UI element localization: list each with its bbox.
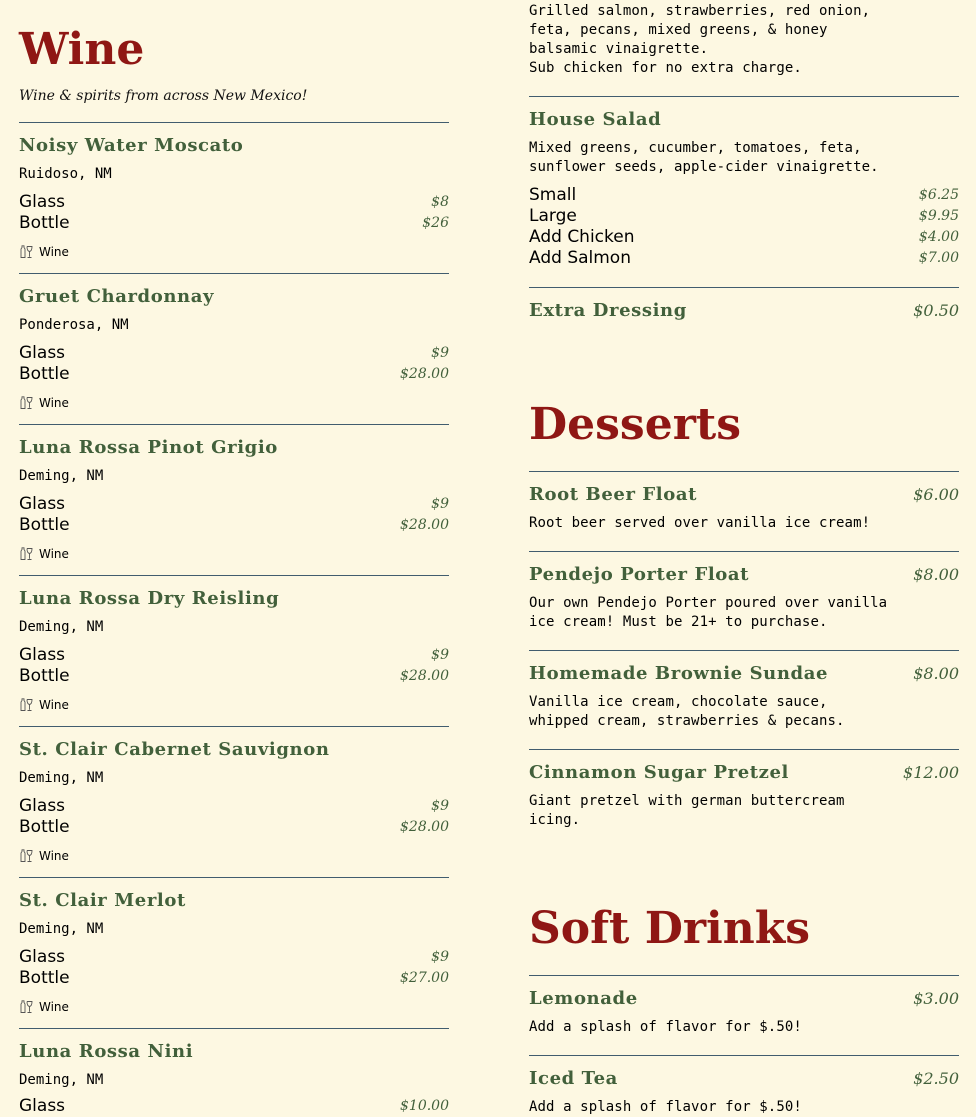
divider (529, 471, 959, 472)
item-price: $2.50 (913, 1069, 959, 1088)
item-name: Homemade Brownie Sundae (529, 663, 829, 684)
option-row (529, 206, 959, 227)
item-name: Luna Rossa Nini (19, 1041, 194, 1062)
tag-label: Wine (39, 245, 69, 259)
item-origin: Deming, NM (19, 1072, 104, 1088)
item-name: Luna Rossa Dry Reisling (19, 588, 280, 609)
option-label: Bottle (19, 213, 70, 233)
option-price: $6.25 (918, 187, 959, 203)
item-name: Gruet Chardonnay (19, 286, 215, 307)
item-origin: Deming, NM (19, 468, 104, 484)
option-label: Glass (19, 947, 66, 967)
option-row (529, 248, 959, 269)
item-description: Mixed greens, cucumber, tomatoes, feta, sunflower seeds, apple-cider vinaigrette. (529, 140, 879, 175)
item-description: Add a splash of flavor for $.50! (529, 1099, 802, 1115)
option-price: $26 (422, 215, 449, 231)
option-row (19, 515, 449, 536)
item-description: Our own Pendejo Porter poured over vanilla ice cream! Must be 21+ to purchase. (529, 595, 888, 630)
item-tag (19, 848, 69, 864)
divider (19, 1028, 449, 1029)
wine-glass-bottle-icon (19, 849, 34, 863)
option-price: $28.00 (400, 668, 449, 684)
item-name: Noisy Water Moscato (19, 135, 244, 156)
item-name: Pendejo Porter Float (529, 564, 750, 585)
option-label: Glass (19, 1096, 66, 1116)
option-label: Glass (19, 796, 66, 816)
tag-label: Wine (39, 698, 69, 712)
item-name: Root Beer Float (529, 484, 698, 505)
option-row (19, 947, 449, 968)
option-row (19, 494, 449, 515)
option-label: Large (529, 206, 577, 226)
tag-label: Wine (39, 1000, 69, 1014)
option-price: $28.00 (400, 517, 449, 533)
item-price: $3.00 (913, 989, 959, 1008)
option-price: $28.00 (400, 819, 449, 835)
item-name: Extra Dressing (529, 300, 687, 321)
item-price: $0.50 (913, 301, 959, 320)
item-tag (19, 999, 69, 1015)
item-origin: Ponderosa, NM (19, 317, 129, 333)
divider (529, 1055, 959, 1056)
item-name: Lemonade (529, 988, 638, 1009)
item-name: Iced Tea (529, 1068, 618, 1089)
option-row (19, 968, 449, 989)
item-price: $6.00 (913, 485, 959, 504)
option-price: $9 (431, 345, 449, 361)
option-label: Bottle (19, 817, 70, 837)
option-label: Bottle (19, 666, 70, 686)
option-price: $9 (431, 647, 449, 663)
option-row (529, 227, 959, 248)
option-label: Add Chicken (529, 227, 635, 247)
item-tag (19, 546, 69, 562)
option-row (19, 666, 449, 687)
option-row (529, 185, 959, 206)
option-price: $10.00 (400, 1098, 449, 1114)
option-label: Glass (19, 343, 66, 363)
soft-drinks-section-title: Soft Drinks (529, 903, 810, 954)
item-tag (19, 244, 69, 260)
item-description: Root beer served over vanilla ice cream! (529, 515, 871, 531)
tag-label: Wine (39, 849, 69, 863)
option-price: $7.00 (918, 250, 959, 266)
item-description: Add a splash of flavor for $.50! (529, 1019, 802, 1035)
divider (19, 273, 449, 274)
wine-glass-bottle-icon (19, 698, 34, 712)
item-name: St. Clair Merlot (19, 890, 186, 911)
option-price: $27.00 (400, 970, 449, 986)
option-row (19, 796, 449, 817)
wine-glass-bottle-icon (19, 547, 34, 561)
divider (529, 96, 959, 97)
tag-label: Wine (39, 547, 69, 561)
option-price: $9.95 (918, 208, 959, 224)
option-price: $4.00 (918, 229, 959, 245)
item-tag (19, 697, 69, 713)
option-label: Bottle (19, 515, 70, 535)
item-origin: Deming, NM (19, 770, 104, 786)
desserts-section-title: Desserts (529, 399, 741, 450)
option-row (19, 817, 449, 838)
item-tag (19, 395, 69, 411)
option-price: $8 (431, 194, 449, 210)
option-price: $9 (431, 496, 449, 512)
item-origin: Ruidoso, NM (19, 166, 112, 182)
divider (529, 749, 959, 750)
wine-glass-bottle-icon (19, 1000, 34, 1014)
option-row (19, 645, 449, 666)
divider (19, 424, 449, 425)
wine-section-title: Wine (19, 24, 145, 75)
divider (19, 726, 449, 727)
option-price: $28.00 (400, 366, 449, 382)
divider (529, 551, 959, 552)
item-description: Vanilla ice cream, chocolate sauce, whipped cream, strawberries & pecans. (529, 694, 845, 729)
wine-glass-bottle-icon (19, 396, 34, 410)
option-price: $9 (431, 798, 449, 814)
option-row (19, 213, 449, 234)
item-origin: Deming, NM (19, 921, 104, 937)
option-price: $9 (431, 949, 449, 965)
option-label: Glass (19, 645, 66, 665)
wine-glass-bottle-icon (19, 245, 34, 259)
divider (19, 122, 449, 123)
divider (529, 287, 959, 288)
item-price: $12.00 (903, 763, 959, 782)
option-label: Glass (19, 192, 66, 212)
divider (19, 877, 449, 878)
divider (529, 975, 959, 976)
option-row (19, 1096, 449, 1117)
option-row (19, 364, 449, 385)
item-name: Luna Rossa Pinot Grigio (19, 437, 278, 458)
tag-label: Wine (39, 396, 69, 410)
option-label: Bottle (19, 364, 70, 384)
divider (19, 575, 449, 576)
option-label: Bottle (19, 968, 70, 988)
option-label: Small (529, 185, 577, 205)
option-label: Glass (19, 494, 66, 514)
item-price: $8.00 (913, 565, 959, 584)
item-price: $8.00 (913, 664, 959, 683)
option-row (19, 343, 449, 364)
wine-section-subtitle: Wine & spirits from across New Mexico! (19, 88, 308, 104)
item-name: St. Clair Cabernet Sauvignon (19, 739, 330, 760)
item-name: Cinnamon Sugar Pretzel (529, 762, 789, 783)
item-origin: Deming, NM (19, 619, 104, 635)
item-description: Giant pretzel with german buttercream icing. (529, 793, 845, 828)
divider (529, 650, 959, 651)
option-label: Add Salmon (529, 248, 631, 268)
item-name: House Salad (529, 109, 662, 130)
option-row (19, 192, 449, 213)
item-description: Grilled salmon, strawberries, red onion, feta, pecans, mixed greens, & honey balsamic vinaigrette. Sub chicken for no extra charge. (529, 3, 871, 76)
